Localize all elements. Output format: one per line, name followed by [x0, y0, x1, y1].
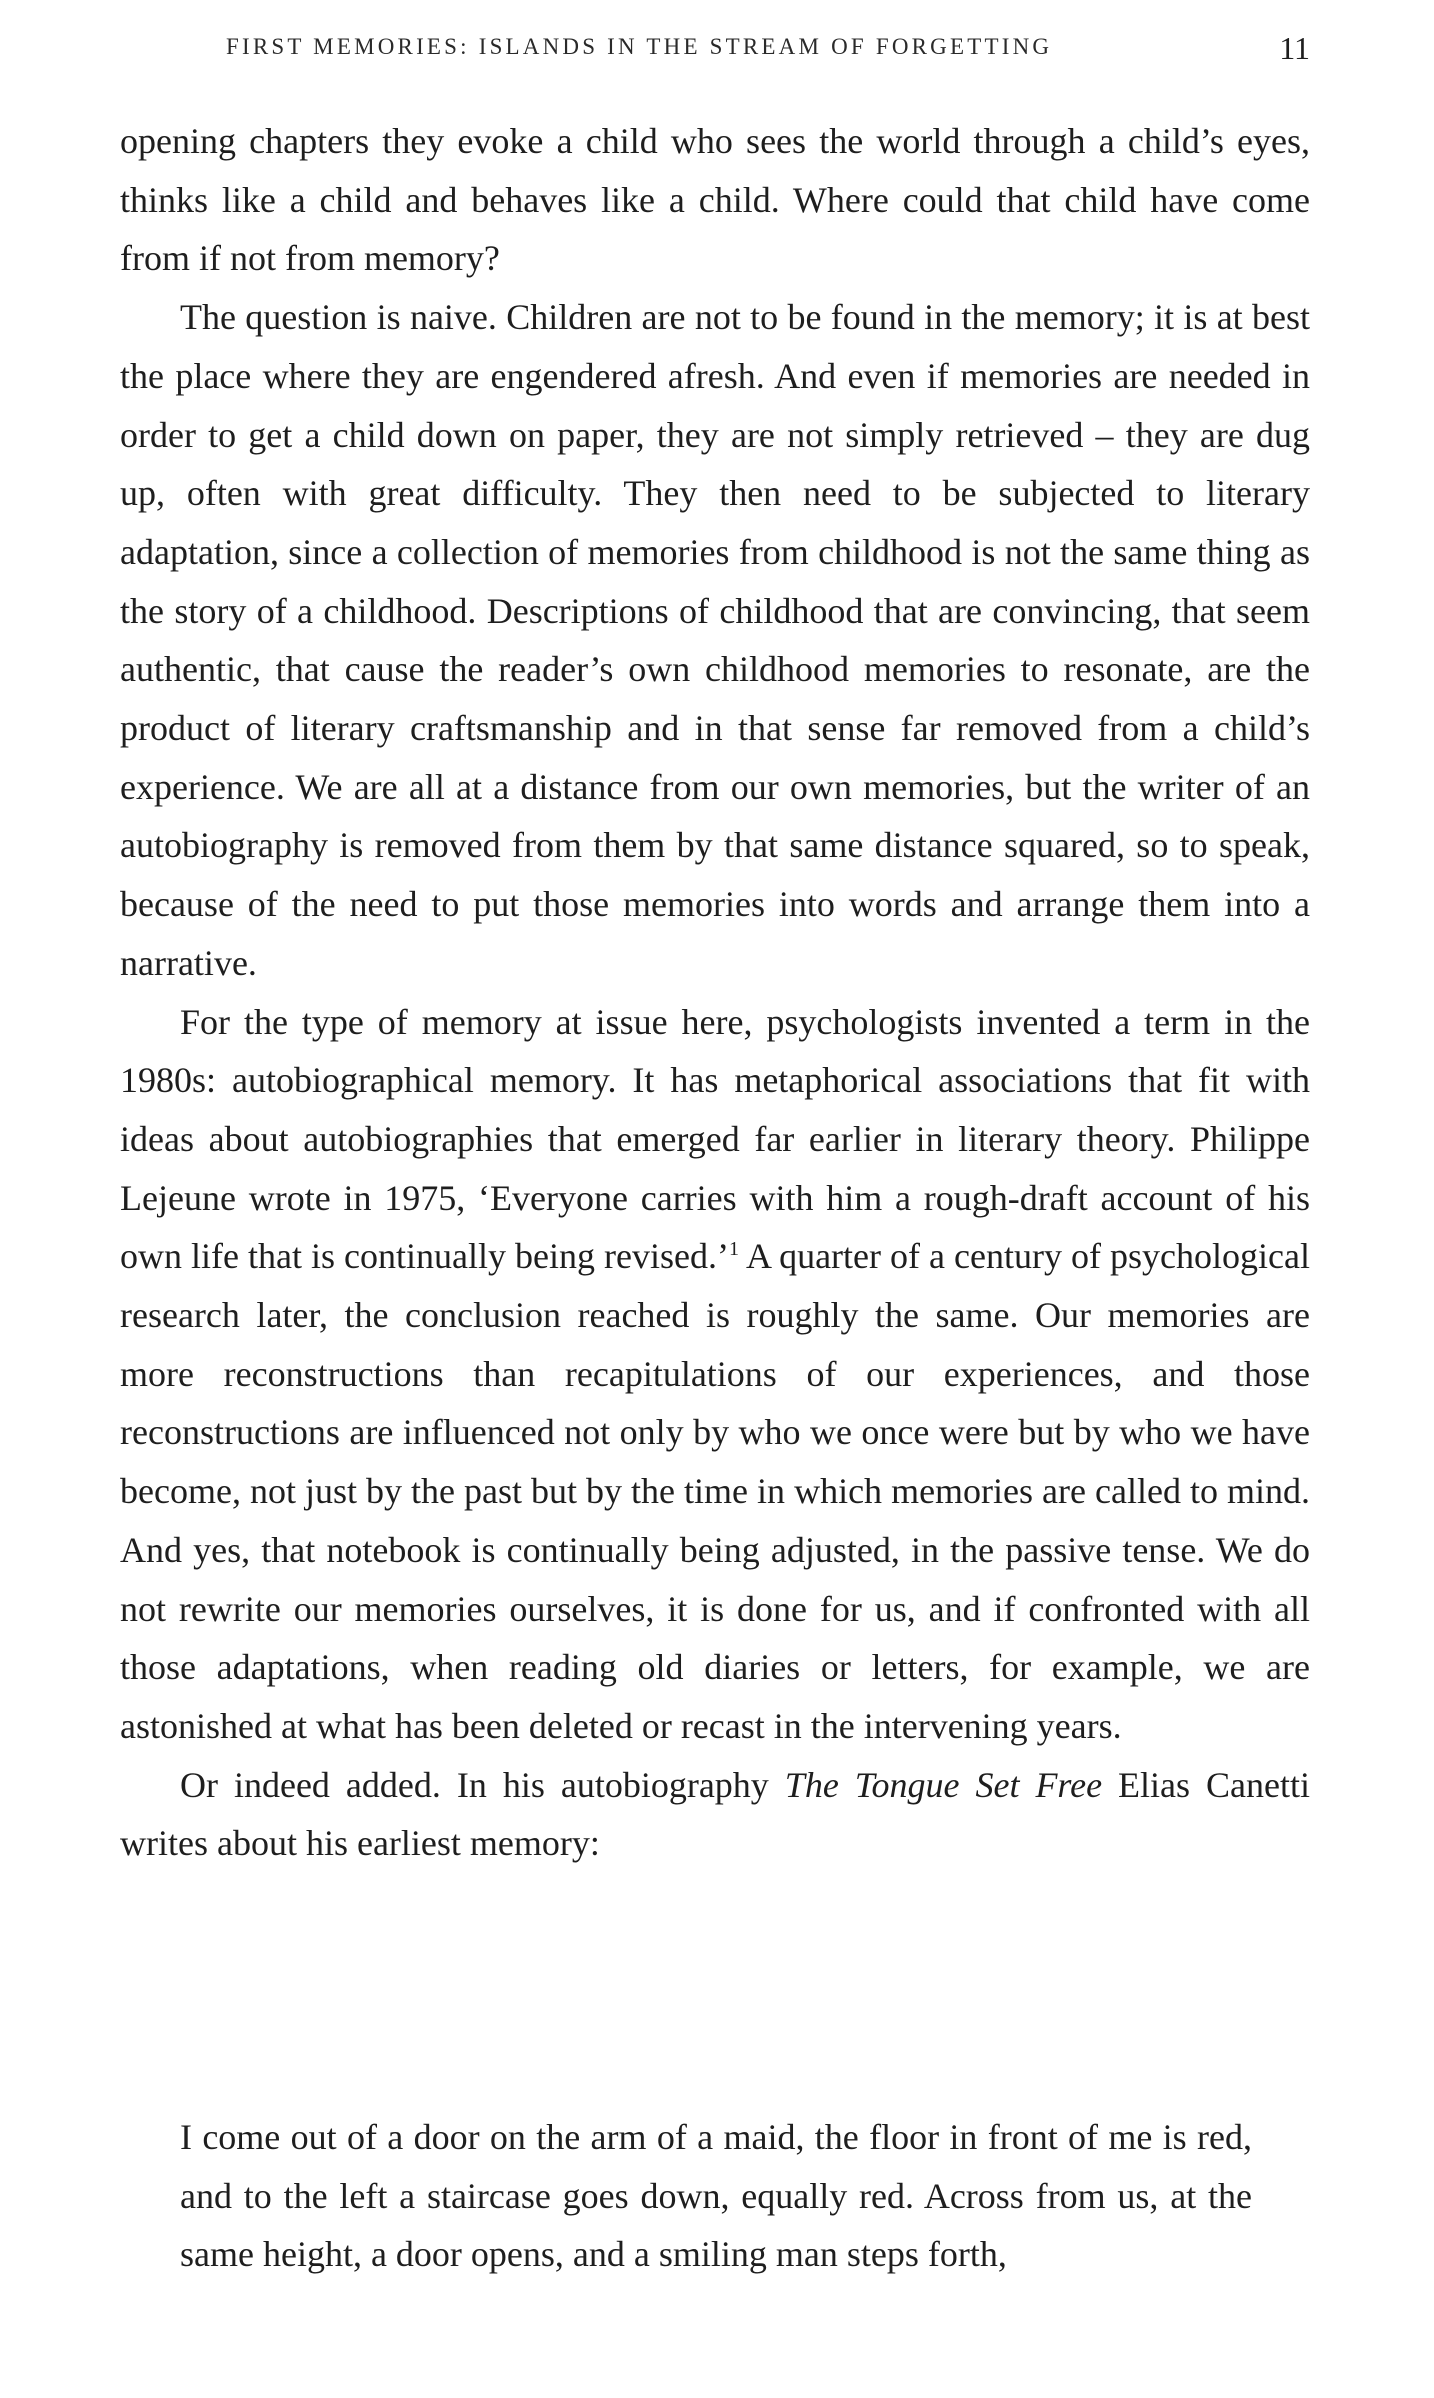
paragraph [120, 1756, 1310, 1873]
paragraph-text: For the type of memory at issue here, psychologists invented a term in the 1980s: autobiographical memory. It has metaphorical associations that fit with ideas about autobiographies that emerged far earlier in literary theory. Philippe Lejeune wrote in 1975, ‘Everyone carries with him a rough-draft account of his own life that is continually being revised.’ [120, 1001, 1310, 1277]
running-title: FIRST MEMORIES: ISLANDS IN THE STREAM OF FORGETTING [226, 34, 1053, 59]
block-quote [180, 2108, 1252, 2284]
paragraph: opening chapters they evoke a child who sees the world through a child’s eyes, thinks like a child and behaves like a child. Where could that child have come from if not from memory? [120, 121, 1310, 279]
book-title: The Tongue Set Free [784, 1764, 1103, 1805]
paragraph-text: A quarter of a century of psychological research later, the conclusion reached is roughly the same. Our memories are more reconstructions than recapitulations of our experiences, and those reconstructions are influenced not only by who we once were but by who we have become, not just by the past but by the time in which memories are called to mind. And yes, that notebook is continually being adjusted, in the passive tense. We do not rewrite our memories ourselves, it is done for us, and if confronted with all those adaptations, when reading old diaries or letters, for example, we are astonished at what has been deleted or recast in the intervening years. [120, 1236, 1310, 1746]
paragraph [120, 993, 1310, 1756]
paragraph-text: Or indeed added. In his autobiography [180, 1764, 785, 1805]
quote-text: I come out of a door on the arm of a maid, the floor in front of me is red, and to the left a staircase goes down, equally red. Across from us, at the same height, a door opens, and a smiling man steps forth, [180, 2117, 1252, 2275]
paragraph-text: Elias Canetti writes about his earliest memory: [120, 1764, 1310, 1864]
running-head [120, 30, 1310, 70]
page-number: 11 [1279, 30, 1310, 66]
footnote-reference: 1 [729, 1238, 739, 1261]
paragraph: The question is naive. Children are not to be found in the memory; it is at best the place where they are engendered afresh. And even if memories are needed in order to get a child down on paper, they are not simply retrieved – they are dug up, often with great difficulty. They then need to be subjected to literary adaptation, since a collection of memories from childhood is not the same thing as the story of a childhood. Descriptions of childhood that are convincing, that seem authentic, that cause the reader’s own childhood memories to resonate, are the product of literary craftsmanship and in that sense far removed from a child’s experience. We are all at a distance from our own memories, but the writer of an autobiography is removed from them by that same distance squared, so to speak, because of the need to put those memories into words and arrange them into a narrative. [120, 297, 1310, 983]
body-text [120, 112, 1310, 1873]
